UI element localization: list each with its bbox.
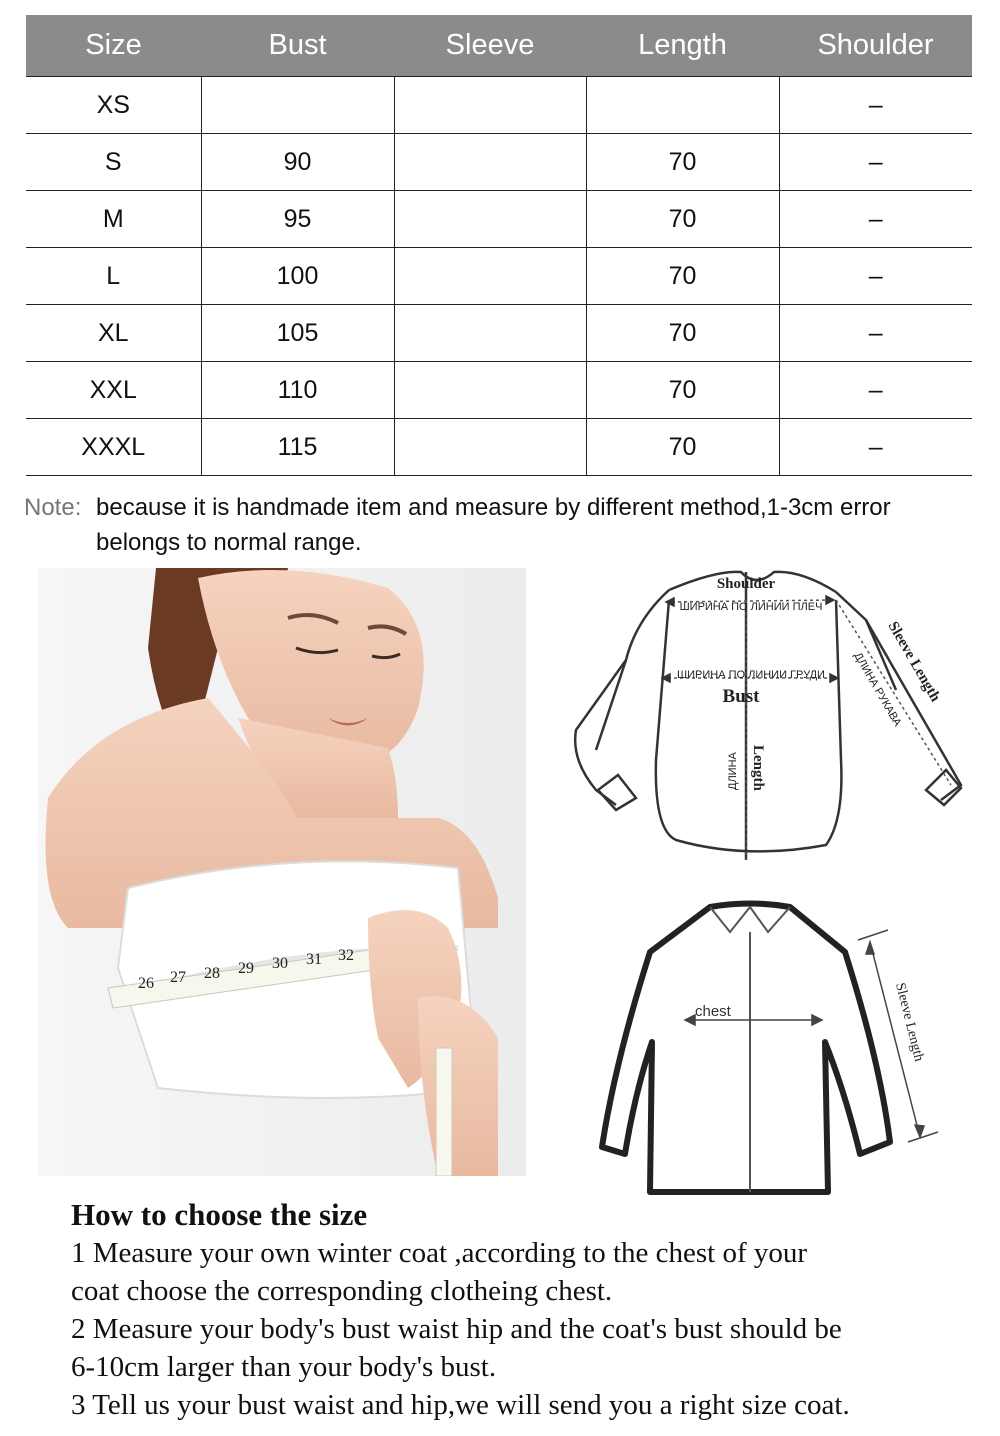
cell-shoulder: – — [779, 419, 972, 476]
cell-sleeve — [394, 362, 586, 419]
tape-number: 32 — [338, 947, 354, 964]
table-row — [26, 362, 972, 419]
cell-size: XXXL — [26, 419, 201, 476]
header-shoulder: Shoulder — [779, 15, 972, 77]
cell-bust: 100 — [201, 248, 394, 305]
cell-bust: 95 — [201, 191, 394, 248]
coat-measurement-diagram — [590, 892, 960, 1200]
note-label: Note: — [24, 494, 82, 521]
cell-length: 70 — [586, 419, 779, 476]
how-to-title: How to choose the size — [71, 1197, 368, 1232]
cell-sleeve — [394, 419, 586, 476]
cell-size: M — [26, 191, 201, 248]
cell-size: XL — [26, 305, 201, 362]
table-row — [26, 191, 972, 248]
how-to-line: 3 Tell us your bust waist and hip,we will send you a right size coat. — [71, 1389, 850, 1421]
length-label: Length — [750, 745, 766, 791]
table-row — [26, 77, 972, 134]
note-text: because it is handmade item and measure by different method,1-3cm error belongs to normal range. — [96, 494, 891, 556]
cell-bust — [201, 77, 394, 134]
bust-label: Bust — [722, 686, 760, 707]
cell-length: 70 — [586, 305, 779, 362]
cell-length: 70 — [586, 134, 779, 191]
cell-bust: 110 — [201, 362, 394, 419]
tape-number: 31 — [306, 951, 322, 968]
table-row — [26, 134, 972, 191]
cell-sleeve — [394, 134, 586, 191]
cell-sleeve — [394, 191, 586, 248]
shoulder-ru-label: ШИРИНА ПО ЛИНИИ ПЛЕЧ — [679, 601, 823, 613]
cell-shoulder: – — [779, 191, 972, 248]
coat-sleeve-label: Sleeve Length — [892, 981, 927, 1064]
size-chart-table — [26, 15, 972, 476]
cell-bust: 105 — [201, 305, 394, 362]
how-to-line: coat choose the corresponding clotheing chest. — [71, 1275, 613, 1307]
cell-sleeve — [394, 305, 586, 362]
tape-number: 28 — [204, 965, 220, 982]
cell-shoulder: – — [779, 305, 972, 362]
table-row — [26, 305, 972, 362]
length-ru-label: ДЛИНА — [727, 752, 739, 790]
how-to-choose-section — [71, 1196, 971, 1424]
sleeve-label: Sleeve Length — [884, 619, 944, 705]
header-sleeve: Sleeve — [394, 15, 586, 77]
cell-sleeve — [394, 77, 586, 134]
header-bust: Bust — [201, 15, 394, 77]
measuring-photo — [38, 568, 526, 1176]
how-to-line: 2 Measure your body's bust waist hip and the coat's bust should be — [71, 1313, 842, 1345]
cell-size: XS — [26, 77, 201, 134]
cell-length: 70 — [586, 362, 779, 419]
table-header-row — [26, 15, 972, 77]
chest-label: chest — [695, 1003, 731, 1020]
header-size: Size — [26, 15, 201, 77]
cell-length: 70 — [586, 248, 779, 305]
bust-ru-label: ШИРИНА ПО ЛИНИИ ГРУДИ — [677, 669, 825, 681]
cell-shoulder: – — [779, 362, 972, 419]
table-row — [26, 248, 972, 305]
tape-number: 27 — [170, 969, 186, 986]
tape-number: 30 — [272, 955, 288, 972]
cell-shoulder: – — [779, 248, 972, 305]
how-to-line: 6-10cm larger than your body's bust. — [71, 1351, 497, 1383]
table-row — [26, 419, 972, 476]
shirt-measurement-diagram — [566, 560, 986, 880]
cell-shoulder: – — [779, 134, 972, 191]
shoulder-label: Shoulder — [716, 576, 776, 592]
cell-size: XXL — [26, 362, 201, 419]
cell-length — [586, 77, 779, 134]
cell-length: 70 — [586, 191, 779, 248]
cell-sleeve — [394, 248, 586, 305]
sleeve-ru-label: ДЛИНА РУКАВА — [851, 650, 904, 729]
tape-number: 29 — [238, 960, 254, 977]
cell-size: L — [26, 248, 201, 305]
cell-shoulder: – — [779, 77, 972, 134]
header-length: Length — [586, 15, 779, 77]
cell-bust: 90 — [201, 134, 394, 191]
tape-number: 26 — [138, 975, 154, 992]
how-to-line: 1 Measure your own winter coat ,according to the chest of your — [71, 1237, 808, 1269]
cell-bust: 115 — [201, 419, 394, 476]
cell-size: S — [26, 134, 201, 191]
